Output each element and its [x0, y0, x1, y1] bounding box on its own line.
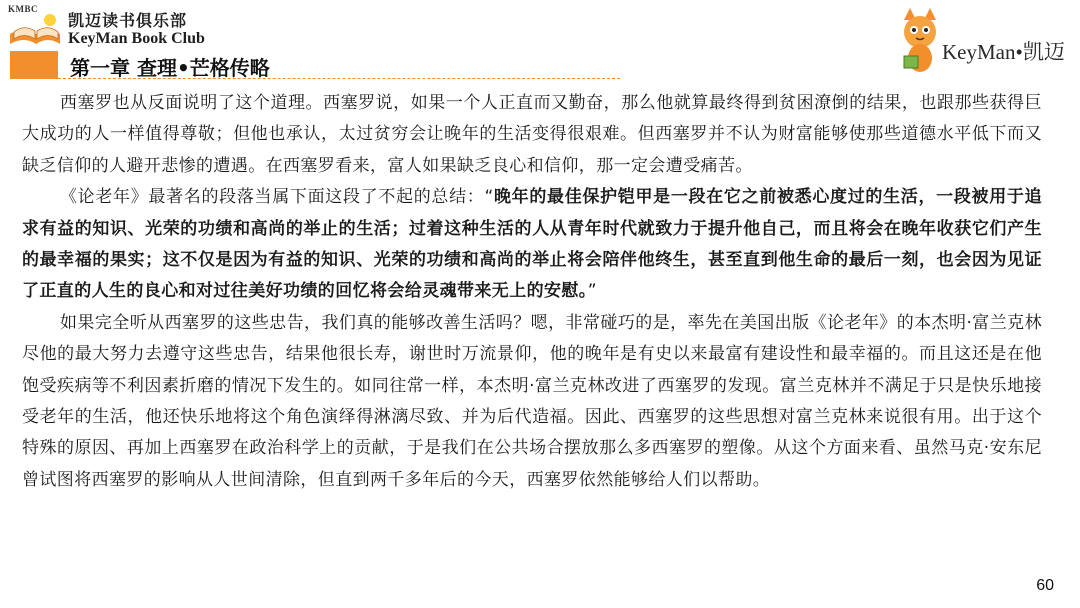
- quote-text: 晚年的最佳保护铠甲是一段在它之前被悉心度过的生活，一段被用于追求有益的知识、光荣的功绩和高尚的举止的生活；过着这种生活的人从青年时代就致力于提升他自己，而且将会在晚年收获它们产生的最幸福的果实；这不仅是因为有益的知识、光荣的功绩和高尚的举止将会陪伴他终生，甚至直到他生命的最后一刻，也会因为见证了正直的人生的良心和对过往美好功绩的回忆将会给灵魂带来无上的安慰。: [22, 187, 1042, 302]
- document-body: [22, 88, 1042, 496]
- keyman-mascot-logo: [896, 6, 1066, 76]
- quote-intro: 《论老年》最著名的段落当属下面这段了不起的总结：“: [60, 187, 494, 208]
- paragraph-quote: [22, 182, 1042, 308]
- paragraph: 如果完全听从西塞罗的这些忠告，我们真的能够改善生活吗？嗯，非常碰巧的是，率先在美国出版《论老年》的本杰明·富兰克林尽他的最大努力去遵守这些忠告，结果他很长寿，谢世时万流景仰，他的晚年是有史以来最富有建设性和最幸福的。而且这还是在他饱受疾病等不利因素折磨的情况下发生的。如同往常一样，本杰明·富兰克林改进了西塞罗的发现。富兰克林并不满足于只是快乐地接受老年的生活，他还快乐地将这个角色演绎得淋漓尽致、并为后代造福。因此、西塞罗的这些思想对富兰克林来说很有用。出于这个特殊的原因、再加上西塞罗在政治科学上的贡献，于是我们在公共场合摆放那么多西塞罗的塑像。从这个方面来看、虽然马克·安东尼曾试图将西塞罗的影响从人世间清除，但直到两千多年后的今天，西塞罗依然能够给人们以帮助。: [22, 312, 1042, 490]
- chapter-divider: [58, 78, 620, 79]
- quote-close: ”: [587, 281, 597, 302]
- club-brand: [6, 4, 236, 52]
- logo-abbreviation: KMBC: [8, 4, 38, 14]
- chapter-heading: [10, 51, 630, 79]
- chapter-title: 第一章 查理•芒格传略: [70, 56, 270, 80]
- page-number: 60: [1036, 577, 1054, 594]
- paragraph: 西塞罗也从反面说明了这个道理。西塞罗说，如果一个人正直而又勤奋，那么他就算最终得到贫困潦倒的结果，也跟那些获得巨大成功的人一样值得尊敬；但他也承认，太过贫穷会让晚年的生活变得很艰难。但西塞罗并不认为财富能够使那些道德水平低下而又缺乏信仰的人避开悲惨的遭遇。在西塞罗看来，富人如果缺乏良心和信仰，那一定会遭受痛苦。: [22, 93, 1042, 176]
- club-name-english: KeyMan Book Club: [68, 30, 205, 47]
- chapter-accent-bar: [10, 51, 58, 79]
- club-name-chinese: 凯迈读书俱乐部: [68, 11, 188, 30]
- cat-mascot-icon: [896, 6, 944, 76]
- keyman-brand-text: KeyMan•凯迈: [942, 40, 1065, 64]
